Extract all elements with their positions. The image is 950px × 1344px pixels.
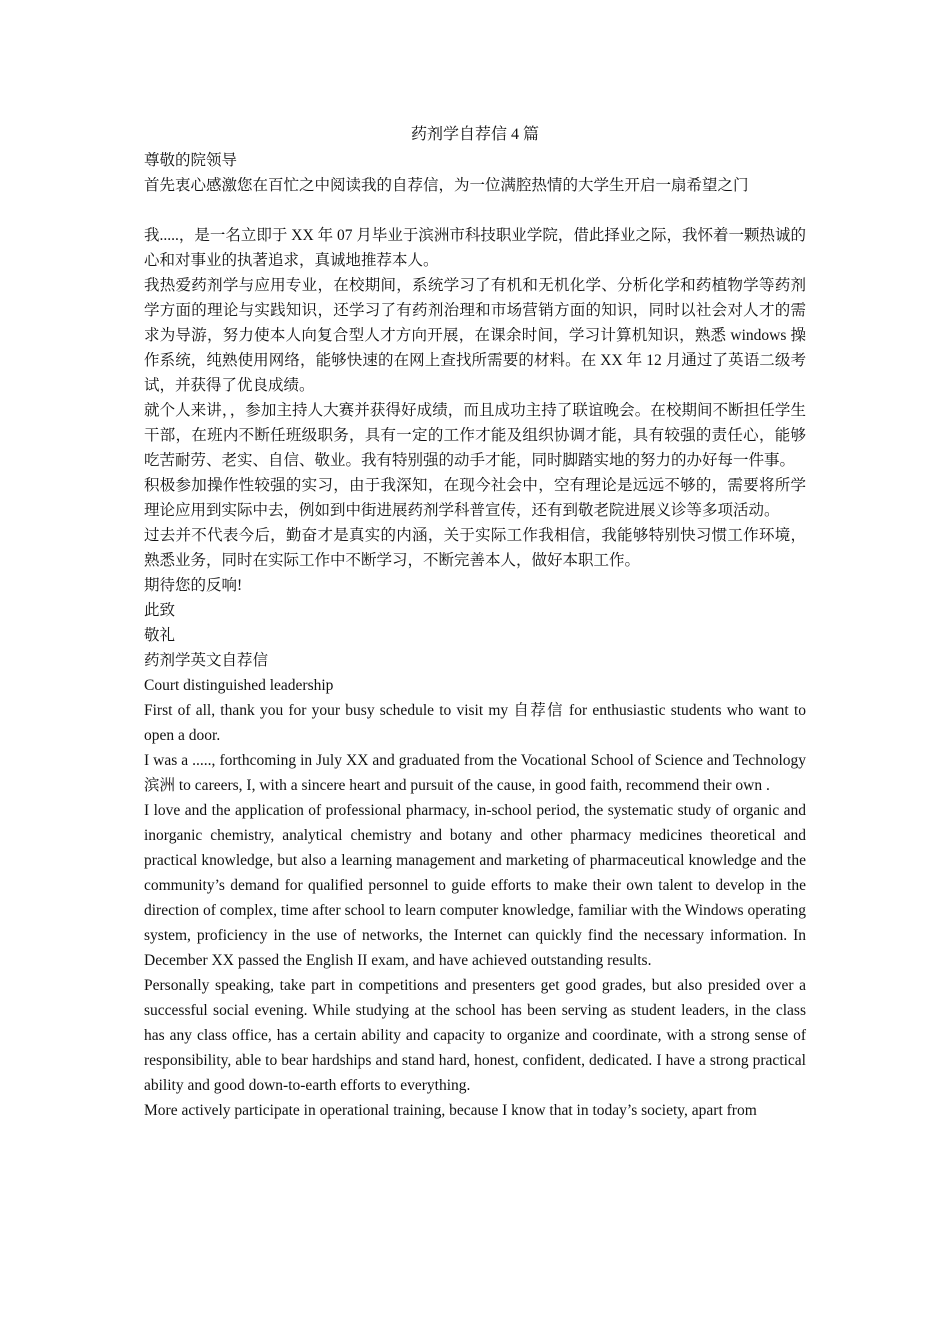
intro-paragraph-cn: 我.....，是一名立即于 XX 年 07 月毕业于滨洲市科技职业学院，借此择业之际，我怀着一颗热诚的心和对事业的执著追求，真诚地推荐本人。 <box>144 227 806 269</box>
sign-off-cn: 此致 <box>144 602 176 619</box>
future-paragraph-cn: 过去并不代表今后，勤奋才是真实的内涵，关于实际工作我相信，我能够特别快习惯工作环境，熟悉业务，同时在实际工作中不断学习，不断完善本人，做好本职工作。 <box>144 527 806 569</box>
english-section-heading: 药剂学英文自荐信 <box>144 652 269 669</box>
closing-line-cn: 期待您的反响! <box>144 577 243 594</box>
personal-paragraph-cn: 就个人来讲，，参加主持人大赛并获得好成绩，而且成功主持了联谊晚会。在校期间不断担任学生干部，在班内不断任班级职务，具有一定的工作才能及组织协调才能，具有较强的责任心，能够吃苦耐劳、老实、自信、敬业。我有特别强的动手才能，同时脚踏实地的努力的办好每一件事。 <box>144 402 806 469</box>
opening-en: First of all, thank you for your busy schedule to visit my 自荐信 for enthusiastic students who want to open a door. <box>144 702 806 744</box>
study-paragraph-en: I love and the application of professional pharmacy, in-school period, the systematic study of organic and inorganic chemistry, analytical chemistry and botany and other pharmacy medicines theoretical and practical knowledge, but also a learning management and marketing of pharmaceutical knowledge and the community’s demand for qualified personnel to guide efforts to make their own talent to develop in the direction of complex, time after school to learn computer knowledge, familiar with the Windows operating system, proficiency in the use of networks, the Internet can quickly find the necessary information. In December XX passed the English II exam, and have achieved outstanding results. <box>144 802 806 969</box>
document-title: 药剂学自荐信 4 篇 <box>410 126 539 143</box>
study-paragraph-cn: 我热爱药剂学与应用专业，在校期间，系统学习了有机和无机化学、分析化学和药植物学等药剂学方面的理论与实践知识，还学习了有药剂治理和市场营销方面的知识，同时以社会对人才的需求为导游，努力使本人向复合型人才方向开展，在课余时间，学习计算机知识，熟悉 windows 操作系统，纯熟使用网络，能够快速的在网上查找所需要的材料。在 XX 年 12 月通过了英语二级考试，并获得了优良成绩。 <box>144 277 806 394</box>
document-page <box>144 122 806 1123</box>
practice-paragraph-en: More actively participate in operational training, because I know that in today’s society, apart from <box>144 1102 757 1119</box>
blank-line <box>144 198 806 223</box>
regards-cn: 敬礼 <box>144 627 176 644</box>
personal-paragraph-en: Personally speaking, take part in competitions and presenters get good grades, but also presided over a successful social evening. While studying at the school has been serving as student leaders, in the class has any class office, has a certain ability and capacity to organize and coordinate, with a strong sense of responsibility, able to bear hardships and stand hard, honest, confident, dedicated. I have a strong practical ability and good down-to-earth efforts to everything. <box>144 977 806 1094</box>
intro-paragraph-en: I was a ....., forthcoming in July XX and graduated from the Vocational School of Science and Technology 滨洲 to careers, I, with a sincere heart and pursuit of the cause, in good faith, recommend their own . <box>144 752 806 794</box>
salutation-en: Court distinguished leadership <box>144 677 334 694</box>
opening-cn: 首先衷心感激您在百忙之中阅读我的自荐信，为一位满腔热情的大学生开启一扇希望之门 <box>144 177 749 194</box>
practice-paragraph-cn: 积极参加操作性较强的实习，由于我深知，在现今社会中，空有理论是远远不够的，需要将所学理论应用到实际中去，例如到中街进展药剂学科普宣传，还有到敬老院进展义诊等多项活动。 <box>144 477 806 519</box>
salutation-cn: 尊敬的院领导 <box>144 152 238 169</box>
